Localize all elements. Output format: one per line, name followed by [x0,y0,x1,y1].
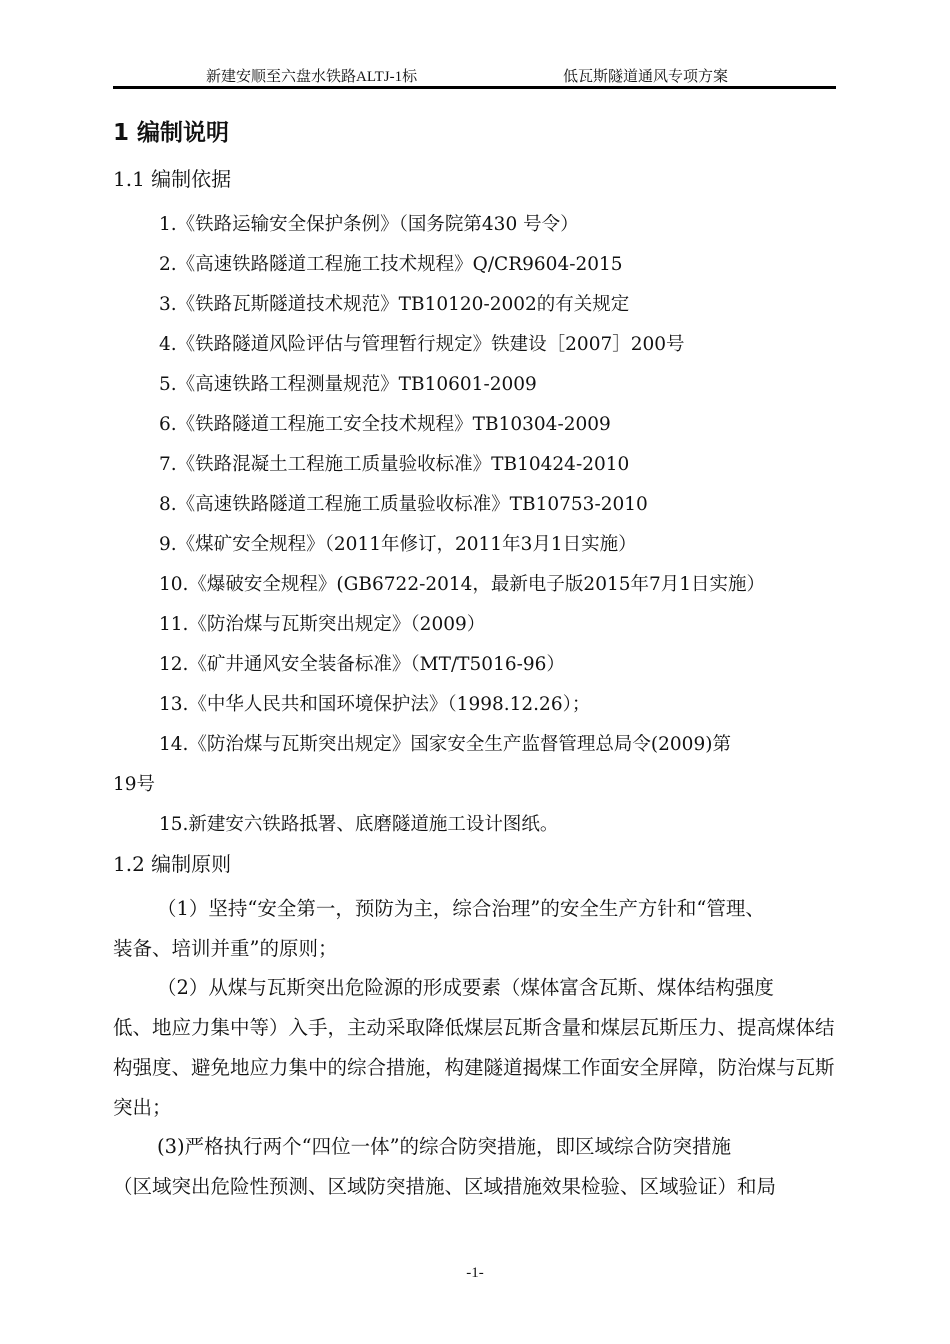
page-number: -1- [466,1265,484,1281]
principle-paragraph [113,889,836,969]
paragraph-first-line: (3)严格执行两个“四位一体”的综合防突措施，即区域综合防突措施 [157,1135,732,1158]
basis-item: 14.《防治煤与瓦斯突出规定》国家安全生产监督管理总局令(2009)第 [159,734,731,755]
basis-item: 11.《防治煤与瓦斯突出规定》（2009） [159,614,486,635]
basis-item: 1.《铁路运输安全保护条例》（国务院第430 号令） [159,214,579,235]
subsection-title-basis: 1.1 编制依据 [113,167,232,191]
basis-item: 2.《高速铁路隧道工程施工技术规程》Q/CR9604-2015 [159,254,623,275]
basis-item: 13.《中华人民共和国环境保护法》（1998.12.26）； [159,694,591,715]
paragraph-continuation: 装备、培训并重”的原则； [113,937,338,960]
basis-item: 12.《矿井通风安全装备标准》（MT/T5016-96） [159,654,565,675]
basis-item: 7.《铁路混凝土工程施工质量验收标准》TB10424-2010 [159,454,630,475]
principle-paragraph [113,968,836,1128]
basis-item: 5.《高速铁路工程测量规范》TB10601-2009 [159,374,537,395]
basis-item: 6.《铁路隧道工程施工安全技术规程》TB10304-2009 [159,414,611,435]
basis-item-continuation: 19号 [113,774,156,795]
basis-item: 8.《高速铁路隧道工程施工质量验收标准》TB10753-2010 [159,494,648,515]
basis-item: 10.《爆破安全规程》(GB6722-2014，最新电子版2015年7月1日实施） [159,574,766,595]
section-title: 1 编制说明 [113,120,230,146]
header-divider [113,86,836,89]
header-document-title: 低瓦斯隧道通风专项方案 [563,69,729,85]
subsection-title-principles: 1.2 编制原则 [113,852,232,876]
header-project-name: 新建安顺至六盘水铁路ALTJ-1标 [206,69,418,85]
basis-item: 9.《煤矿安全规程》（2011年修订，2011年3月1日实施） [159,534,637,555]
page-header [113,63,836,87]
paragraph-first-line: （1）坚持“安全第一，预防为主，综合治理”的安全生产方针和“管理、 [157,897,765,920]
paragraph-continuation: （区域突出危险性预测、区域防突措施、区域措施效果检验、区域验证）和局 [113,1175,777,1198]
paragraph-first-line: （2）从煤与瓦斯突出危险源的形成要素（煤体富含瓦斯、煤体结构强度 [157,976,774,999]
principle-paragraph [113,1127,836,1207]
basis-item: 3.《铁路瓦斯隧道技术规范》TB10120-2002的有关规定 [159,294,630,315]
basis-item: 15.新建安六铁路抵署、底磨隧道施工设计图纸。 [159,814,559,835]
paragraph-continuation: 低、地应力集中等）入手，主动采取降低煤层瓦斯含量和煤层瓦斯压力、提高煤体结构强度、避免地应力集中的综合措施，构建隧道揭煤工作面安全屏障，防治煤与瓦斯突出； [113,1016,835,1119]
basis-item: 4.《铁路隧道风险评估与管理暂行规定》铁建设［2007］200号 [159,334,685,355]
